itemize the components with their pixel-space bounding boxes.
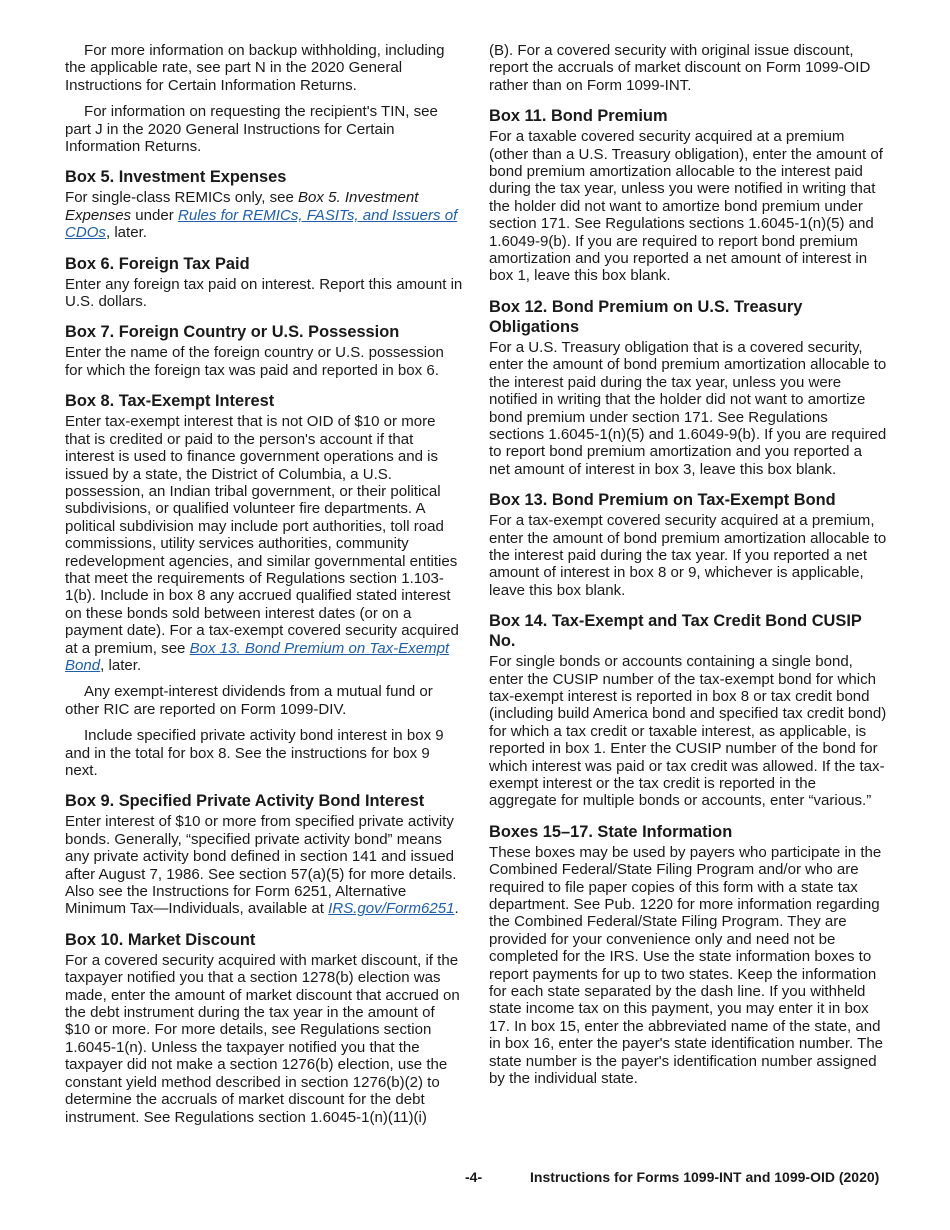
box5-text-1: For single-class REMICs only, see — [65, 189, 299, 207]
box13-heading: Box 13. Bond Premium on Tax-Exempt Bond — [489, 491, 836, 510]
box11-heading: Box 11. Bond Premium — [489, 107, 668, 126]
box8-private-activity-paragraph: Include specified private activity bond interest in box 9 and in the total for box 8. See the instructions for box 9 next. — [65, 727, 444, 779]
box13-reference-link[interactable]: Box 13. Bond Premium on Tax-Exempt Bond — [65, 639, 450, 674]
box8-heading: Box 8. Tax-Exempt Interest — [65, 392, 275, 411]
box5-italic-ref: Box 5. Investment Expenses — [65, 189, 419, 224]
box7-heading: Box 7. Foreign Country or U.S. Possession — [65, 323, 400, 342]
boxes15-17-heading: Boxes 15–17. State Information — [489, 822, 733, 841]
backup-withholding-paragraph: For more information on backup withholding, including the applicable rate, see part N in the 2020 General Instructions for Certain Information Returns. — [65, 42, 445, 94]
box11-paragraph: For a taxable covered security acquired at a premium (other than a U.S. Treasury obligation), enter the amount of bond premium amortization allocable to the interest paid during the tax year, unless you were notified in writing that the holder did not want to amortize bond premium under section 171. See Regulations sections 1.6045-1(n)(5) and 1.6049-9(b). If you are required to report bond premium amortization and you reported a net amount of interest in box 1, leave this box blank. — [489, 128, 883, 285]
boxes15-17-paragraph: These boxes may be used by payers who participate in the Combined Federal/State Filing Program and/or who are required to file paper copies of this form with a state tax department. See Pub. 1220 for more information regarding the Combined Federal/State Filing Program. They are provided for your convenience only and need not be completed for the IRS. Use the state information boxes to report payments for up to two states. Keep the information for each state separated by the dash line. If you withheld state income tax on this payment, you may enter it in box 17. In box 15, enter the abbreviated name of the state, and in box 16, enter the payer's state identification number. The state number is the payer's identification number assigned by the individual state. — [489, 843, 884, 1088]
box8-text-after: , later. — [100, 656, 142, 674]
box8-text: Enter tax-exempt interest that is not OID of $10 or more that is credited or paid to the person's account if that interest is used to finance government operations and is issued by a state, the District of Columbia, a U.S. possession, an Indian tribal government, or their political subdivisions, or qualified volunteer fire departments. A political subdivision may include port authorities, toll road commissions, utility services authorities, community redevelopment agencies, and similar governmental entities that meet the requirements of Regulations section 1.103-1(b). Include in box 8 any accrued qualified stated interest on these bonds sold between interest dates (or on a payment date). For a tax-exempt covered security acquired at a premium, see — [65, 413, 459, 657]
box5-text-2: under — [131, 206, 178, 224]
box10-continuation-paragraph: (B). For a covered security with original issue discount, report the accruals of market discount on Form 1099-OID rather than on Form 1099-INT. — [489, 42, 871, 94]
box9-heading: Box 9. Specified Private Activity Bond Interest — [65, 792, 425, 811]
page-number: -4- — [465, 1169, 483, 1185]
box14-paragraph: For single bonds or accounts containing a single bond, enter the CUSIP number of the tax-exempt bond for which tax-exempt interest is reported in box 8 or tax credit bond (including build America bond and specified tax credit bond) for which a tax credit or taxable interest, as applicable, is reported in box 1. Enter the CUSIP number of the bond for which interest was paid or tax credit was allowed. If the tax-exempt interest or the tax credit is reported in the aggregate for multiple bonds or accounts, enter “various.” — [489, 653, 887, 810]
box5-text-3: , later. — [105, 224, 147, 242]
right-column — [489, 42, 887, 1097]
left-column — [65, 42, 463, 1135]
page-footer — [0, 1169, 950, 1187]
box10-paragraph: For a covered security acquired with market discount, if the taxpayer notified you that a section 1278(b) election was made, enter the amount of market discount that accrued on the debt instrument during the tax year in the amount of $10 or more. For more details, see Regulations section 1.6045-1(n). Unless the taxpayer notified you that the taxpayer did not make a section 1276(b) election, use the constant yield method described in section 1276(b)(2) to determine the accruals of market discount for the debt instrument. See Regulations section 1.6045-1(n)(11)(i) — [65, 951, 460, 1126]
box9-text-after: . — [454, 900, 459, 918]
form6251-link[interactable]: IRS.gov/Form6251 — [328, 900, 455, 918]
box8-exempt-dividends-paragraph: Any exempt-interest dividends from a mutual fund or other RIC are reported on Form 1099-DIV. — [65, 683, 433, 718]
box9-text: Enter interest of $10 or more from specified private activity bonds. Generally, “specified private activity bond” means any private activity bond defined in section 141 and issued after August 7, 1986. See section 57(a)(5) for more details. Also see the Instructions for Form 6251, Alternative Minimum Tax—Individuals, available at — [65, 813, 457, 918]
box10-heading: Box 10. Market Discount — [65, 930, 256, 949]
box6-paragraph: Enter any foreign tax paid on interest. Report this amount in U.S. dollars. — [65, 275, 463, 311]
box13-paragraph: For a tax-exempt covered security acquired at a premium, enter the amount of bond premium amortization allocable to the interest paid during the tax year. If you reported a net amount of interest in box 8 or 9, whichever is applicable, leave this box blank. — [489, 512, 887, 599]
box12-paragraph: For a U.S. Treasury obligation that is a covered security, enter the amount of bond premium amortization allocable to the interest paid during the tax year, unless you were notified in writing that the holder did not want to amortize bond premium under section 171. See Regulations sections 1.6045-1(n)(5) and 1.6049-9(b). If you are required to report bond premium amortization and you reported a net amount of interest in box 3, leave this box blank. — [489, 338, 887, 478]
recipient-tin-paragraph: For information on requesting the recipient's TIN, see part J in the 2020 General Instructions for Certain Information Returns. — [65, 103, 438, 156]
box7-paragraph: Enter the name of the foreign country or U.S. possession for which the foreign tax was paid and reported in box 6. — [65, 344, 444, 379]
box6-heading: Box 6. Foreign Tax Paid — [65, 254, 250, 273]
box12-heading: Box 12. Bond Premium on U.S. Treasury Obligations — [489, 297, 803, 336]
box8-paragraph — [65, 413, 463, 674]
box14-heading: Box 14. Tax-Exempt and Tax Credit Bond CUSIP No. — [489, 612, 862, 651]
box5-heading: Box 5. Investment Expenses — [65, 168, 287, 187]
remics-rules-link[interactable]: Rules for REMICs, FASITs, and Issuers of CDOs — [65, 206, 458, 242]
box5-paragraph — [65, 189, 463, 241]
footer-title: Instructions for Forms 1099-INT and 1099-OID (2020) — [530, 1169, 880, 1185]
box9-paragraph — [65, 813, 463, 917]
